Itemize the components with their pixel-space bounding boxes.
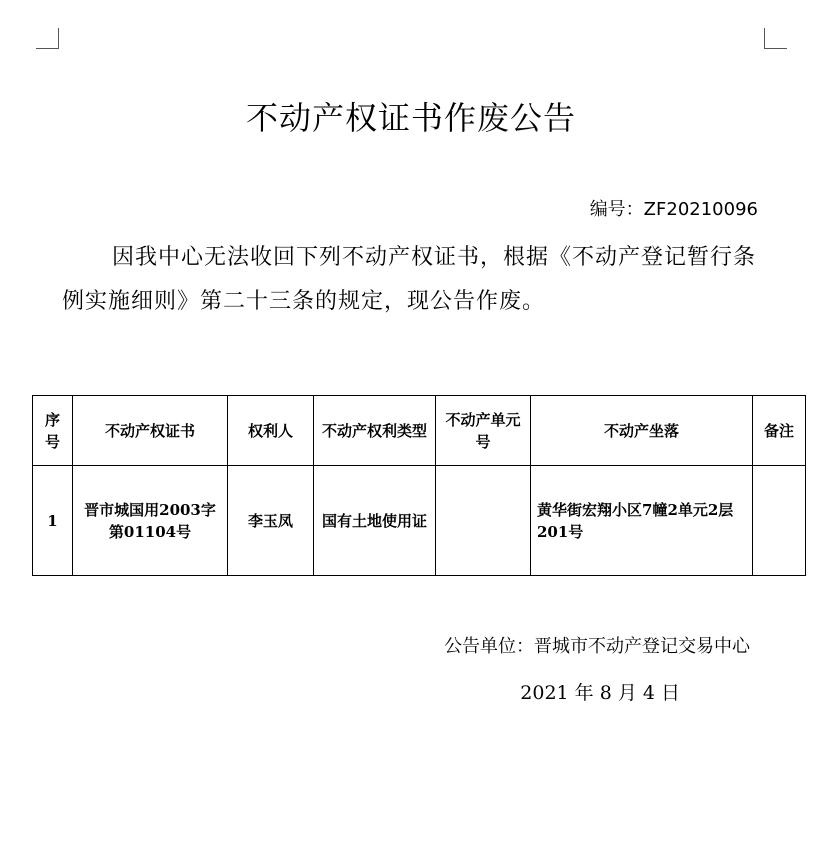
- crop-mark-top-right: [764, 28, 787, 49]
- cell-remarks: [753, 466, 806, 576]
- issuing-unit: 公告单位：晋城市不动产登记交易中心: [444, 636, 750, 657]
- header-location: 不动产坐落: [531, 396, 753, 466]
- cell-holder: 李玉凤: [228, 466, 314, 576]
- table-header-row: [33, 396, 806, 466]
- page-title: 不动产权证书作废公告: [245, 99, 576, 137]
- certificate-table: [32, 395, 806, 576]
- cell-right-type: 国有土地使用证: [314, 466, 436, 576]
- header-unit-number: 不动产单元号: [436, 396, 531, 466]
- cell-unit-number: [436, 466, 531, 576]
- header-holder: 权利人: [228, 396, 314, 466]
- header-certificate: 不动产权证书: [73, 396, 228, 466]
- cell-seq: 1: [33, 466, 73, 576]
- header-remarks: 备注: [753, 396, 806, 466]
- cell-location: 黄华街宏翔小区7幢2单元2层201号: [531, 466, 753, 576]
- header-right-type: 不动产权利类型: [314, 396, 436, 466]
- announcement-date: 2021 年 8 月 4 日: [520, 682, 680, 704]
- announcement-body: 因我中心无法收回下列不动产权证书，根据《不动产登记暂行条例实施细则》第二十三条的规定，现公告作废。: [62, 245, 757, 314]
- header-seq: 序号: [33, 396, 73, 466]
- cell-certificate: 晋市城国用2003字第01104号: [73, 466, 228, 576]
- table-row: [33, 466, 806, 576]
- document-number: 编号：ZF20210096: [589, 199, 758, 220]
- crop-mark-top-left: [36, 28, 59, 49]
